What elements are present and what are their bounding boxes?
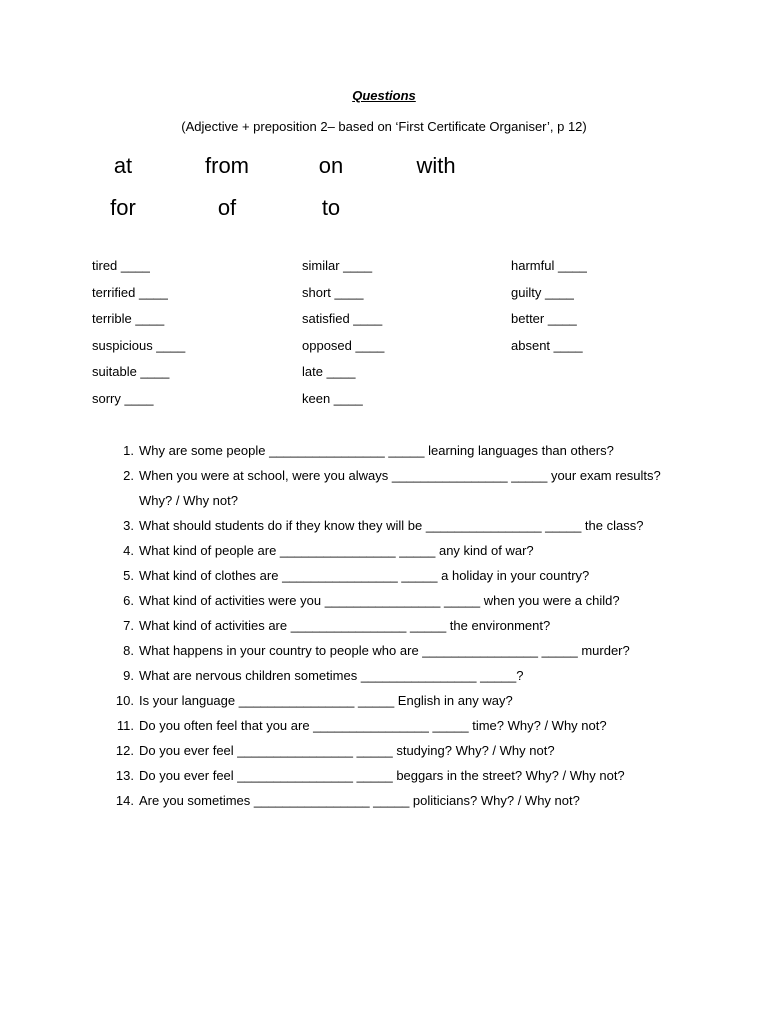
preposition-word: of — [217, 195, 237, 220]
question-number: 11. — [116, 718, 134, 733]
adjective-item: sorry ____ — [92, 390, 154, 406]
question-item — [110, 442, 710, 467]
question-text: Do you often feel that you are ________________ _____ time? Why? / Why not? — [139, 718, 607, 733]
question-item — [110, 517, 710, 542]
question-number: 2. — [123, 468, 134, 483]
question-item — [110, 467, 710, 492]
question-text: Do you ever feel ________________ _____ studying? Why? / Why not? — [139, 743, 555, 758]
question-text: Is your language ________________ _____ English in any way? — [139, 693, 513, 708]
preposition-word: with — [416, 153, 456, 178]
question-item — [110, 667, 710, 692]
adjective-item: terrified ____ — [92, 284, 168, 300]
preposition-word: at — [113, 153, 133, 178]
question-item — [110, 617, 710, 642]
adjective-item: harmful ____ — [511, 258, 587, 273]
question-item — [110, 692, 710, 717]
question-text: What are nervous children sometimes ________________ _____? — [139, 668, 524, 683]
adjective-item: tired ____ — [92, 258, 150, 273]
page-subtitle: (Adjective + preposition 2– based on ‘First Certificate Organiser’, p 12) — [181, 119, 587, 134]
adjective-item: similar ____ — [302, 258, 373, 273]
adjective-item: opposed ____ — [302, 337, 385, 353]
question-text: What kind of clothes are ________________ _____ a holiday in your country? — [139, 568, 590, 583]
adjective-item: late ____ — [302, 364, 356, 379]
adjective-column-1 — [92, 258, 292, 417]
question-text: What kind of people are ________________ _____ any kind of war? — [139, 543, 534, 558]
question-list — [110, 442, 710, 817]
question-item — [110, 717, 710, 742]
question-item — [110, 792, 710, 817]
question-number: 8. — [123, 643, 134, 658]
question-item — [110, 742, 710, 767]
question-number: 9. — [123, 668, 134, 683]
question-text: Why are some people ________________ _____ learning languages than others? — [139, 443, 614, 458]
adjective-item: absent ____ — [511, 337, 583, 353]
question-item — [110, 542, 710, 567]
question-text: What kind of activities are ________________ _____ the environment? — [139, 618, 551, 633]
question-text: Why? / Why not? — [139, 493, 238, 508]
page-title: Questions — [352, 88, 416, 103]
question-number: 1. — [123, 443, 134, 458]
preposition-word: to — [321, 195, 341, 220]
question-number: 13. — [115, 768, 134, 783]
adjective-column-2 — [302, 258, 502, 417]
question-text: What happens in your country to people who are ________________ _____ murder? — [139, 643, 630, 658]
adjective-item: suspicious ____ — [92, 337, 186, 353]
adjective-item: short ____ — [302, 284, 364, 300]
adjective-item: satisfied ____ — [302, 311, 383, 326]
question-number: 3. — [123, 518, 134, 533]
question-number: 7. — [123, 618, 134, 633]
question-text: What kind of activities were you ________________ _____ when you were a child? — [139, 593, 620, 608]
question-item — [110, 592, 710, 617]
question-text: Do you ever feel ________________ _____ beggars in the street? Why? / Why not? — [139, 768, 625, 783]
question-number: 4. — [123, 543, 134, 558]
adjective-item: keen ____ — [302, 390, 363, 406]
question-item — [110, 642, 710, 667]
adjective-item: better ____ — [511, 311, 577, 326]
preposition-word: for — [110, 195, 136, 220]
adjective-item: guilty ____ — [511, 284, 574, 300]
question-text: When you were at school, were you always ________________ _____ your exam results? — [139, 468, 661, 483]
question-number: 14. — [115, 793, 134, 808]
question-number: 6. — [123, 593, 134, 608]
question-text: Are you sometimes ________________ _____ politicians? Why? / Why not? — [139, 793, 580, 808]
preposition-word: on — [318, 153, 344, 178]
question-number: 12. — [115, 743, 134, 758]
adjective-column-3 — [511, 258, 711, 364]
question-number: 5. — [123, 568, 134, 583]
question-item — [110, 767, 710, 792]
question-text: What should students do if they know they will be ________________ _____ the class? — [139, 518, 644, 533]
preposition-word: from — [205, 153, 249, 178]
adjective-item: suitable ____ — [92, 364, 170, 379]
question-continuation — [110, 492, 710, 517]
adjective-item: terrible ____ — [92, 311, 165, 326]
question-number: 10. — [115, 693, 134, 708]
question-item — [110, 567, 710, 592]
